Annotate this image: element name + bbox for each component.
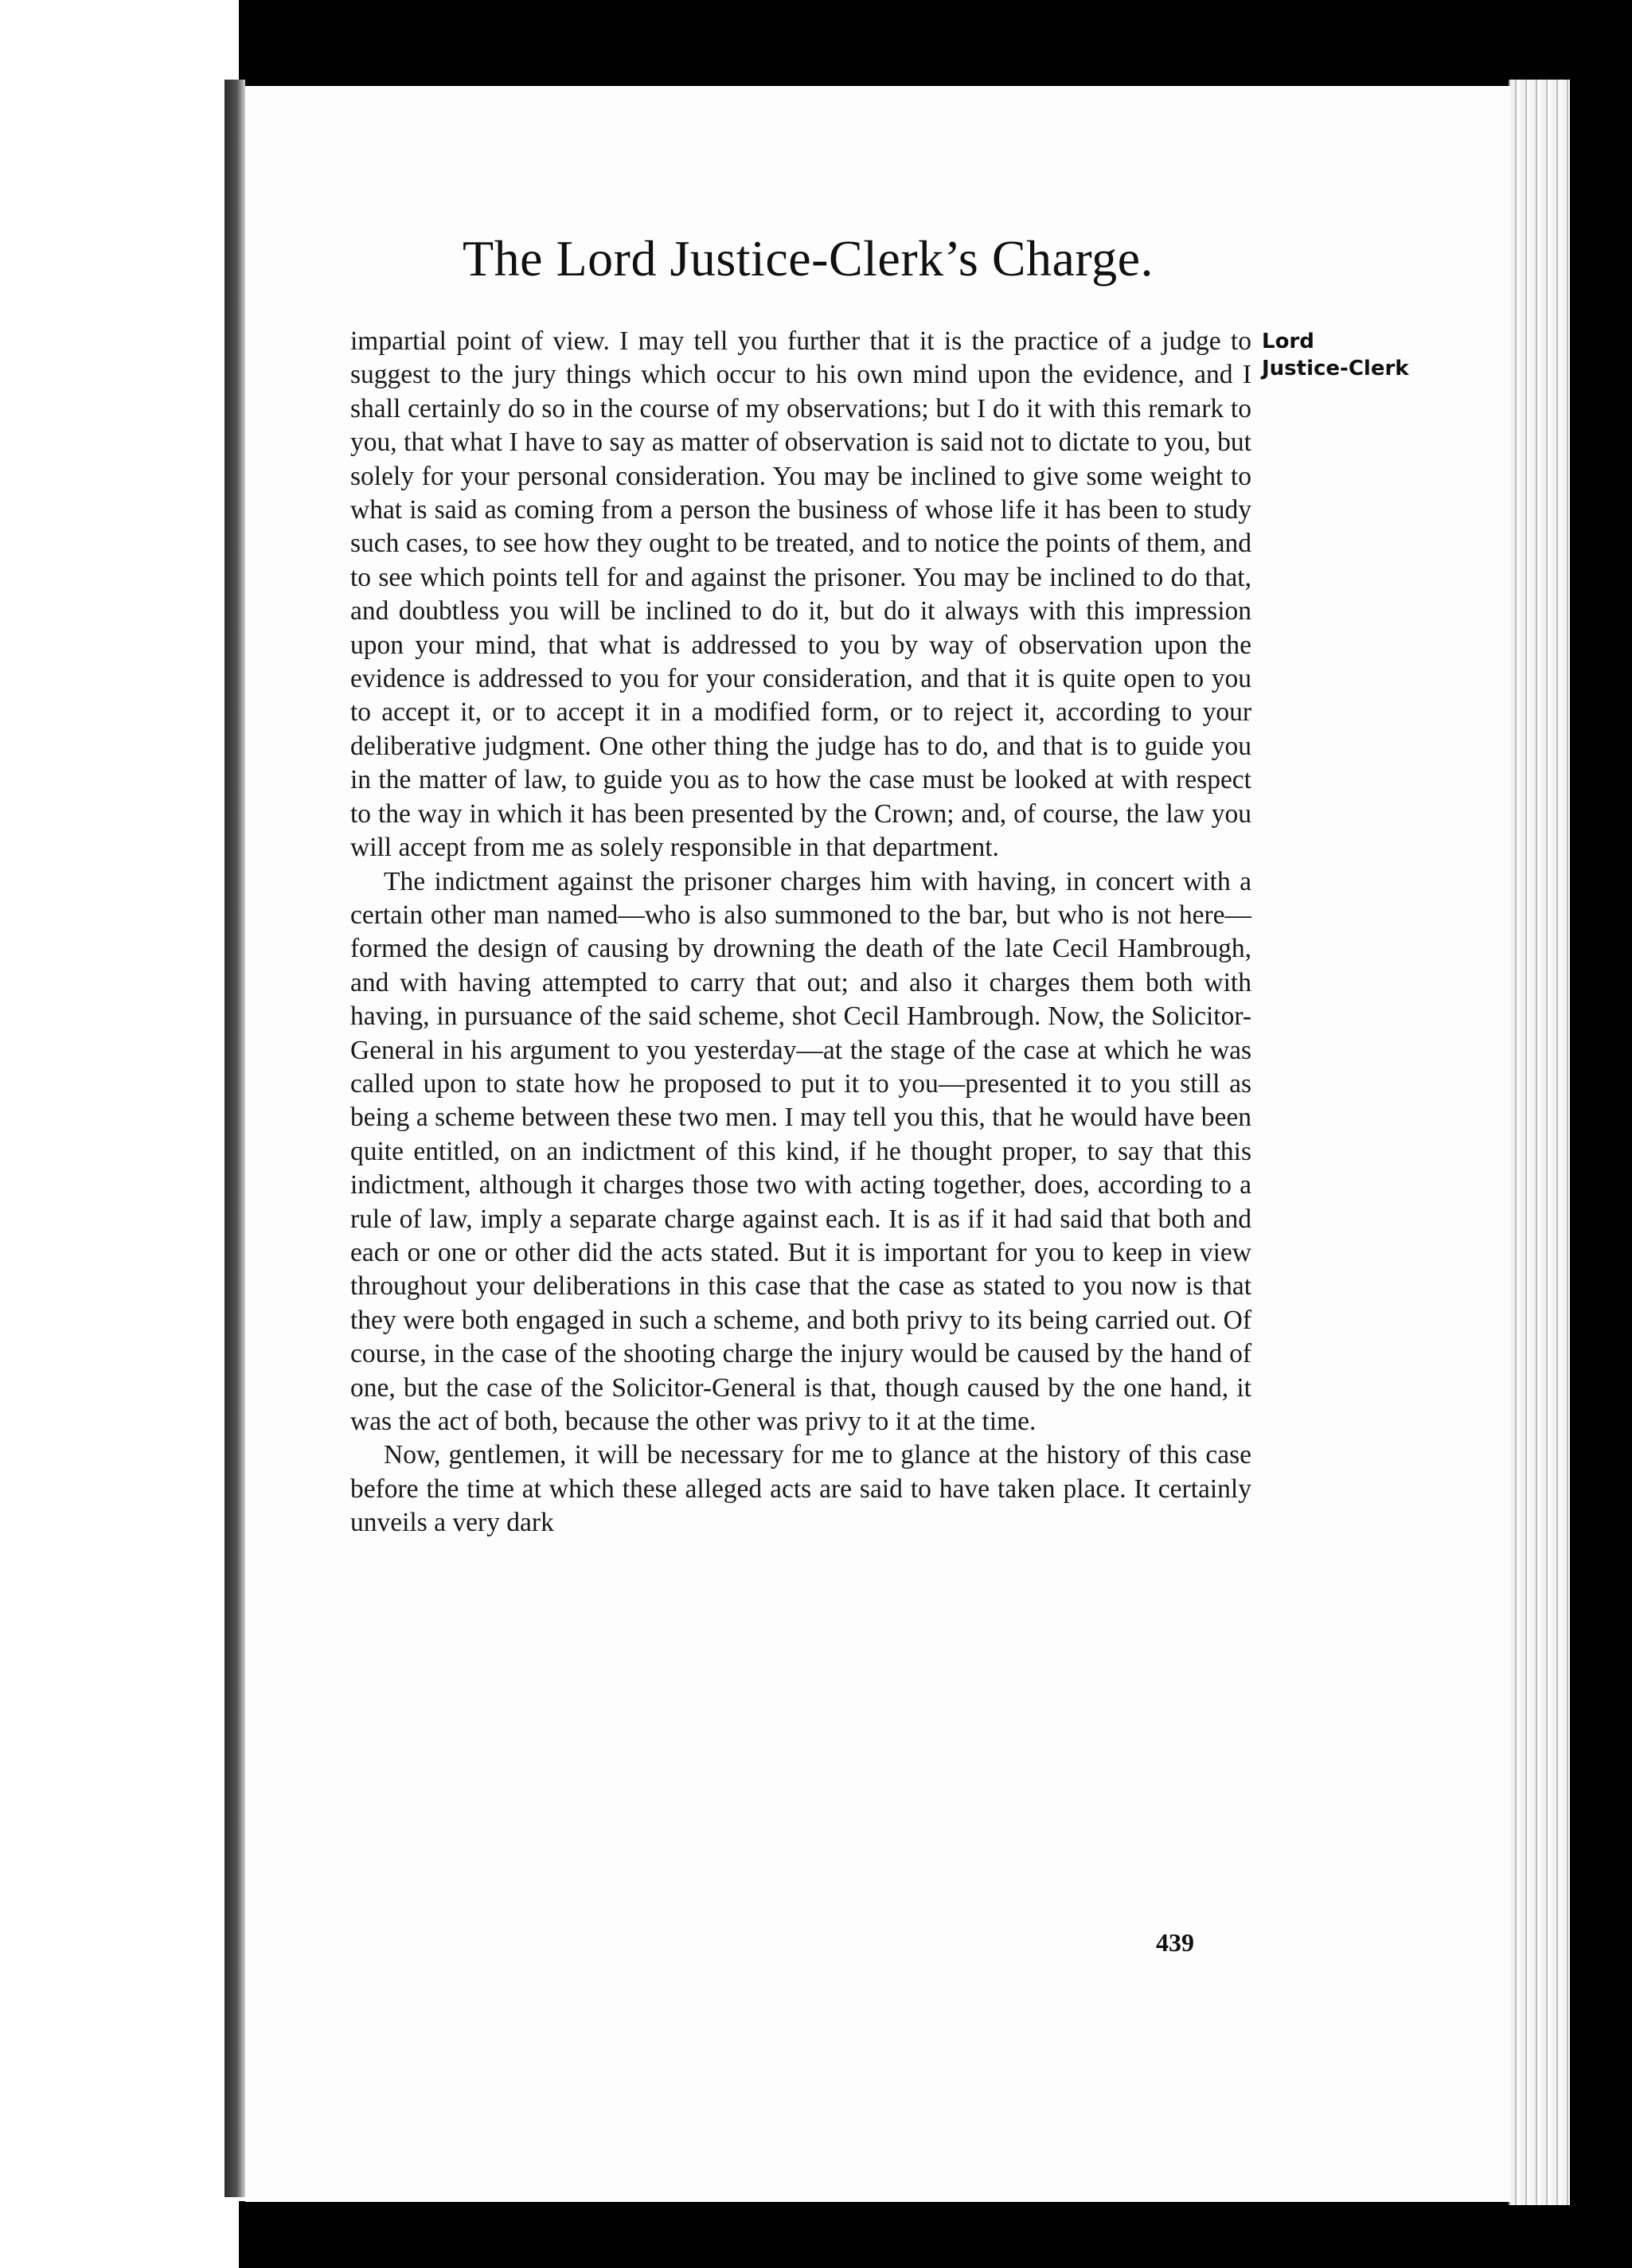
running-head: The Lord Justice-Clerk’s Charge. bbox=[463, 230, 1154, 287]
book-page-edges bbox=[1509, 80, 1570, 2205]
scan-border-bottom bbox=[239, 2201, 1632, 2268]
side-note bbox=[1262, 328, 1409, 382]
page-number: 439 bbox=[1156, 1928, 1194, 1957]
paragraph-3: Now, gentlemen, it will be necessary for me to glance at the history of this case before the time at which these alleged acts are said to have taken place. It certainly unveils a very dark bbox=[350, 1440, 1251, 1538]
paragraph-2: The indictment against the prisoner charges him with having, in concert with a certain other man named—who is also summoned to the bar, but who is not here—formed the design of causing by drowning the death of the late Cecil Hambrough, and with having attempted to carry that out; and also it charges them both with having, in pursuance of the said scheme, shot Cecil Hambrough. Now, the Solicitor-General in his argument to you yesterday—at the stage of the case at which he was called upon to state how he proposed to put it to you—presented it to you still as being a scheme between these two men. I may tell you this, that he would have been quite entitled, on an indictment of this kind, if he thought proper, to say that this indictment, although it charges those two with acting together, does, according to a rule of law, imply a separate charge against each. It is as if it had said that both and each or one or other did the acts stated. But it is important for you to keep in view throughout your deliberations in this case that the case as stated to you now is that they were both engaged in such a scheme, and both privy to its being carried out. Of course, in the case of the shooting charge the injury would be caused by the hand of one, but the case of the Solicitor-General is that, though caused by the one hand, it was the act of both, because the other was privy to it at the time. bbox=[350, 866, 1251, 1436]
body-text bbox=[350, 325, 1251, 1540]
book-gutter bbox=[224, 80, 245, 2197]
scan-border-top bbox=[239, 0, 1632, 88]
side-note-line-2: Justice-Clerk bbox=[1262, 357, 1409, 381]
scan-background-left bbox=[0, 0, 231, 2268]
paragraph-1: impartial point of view. I may tell you further that it is the practice of a judge to suggest to the jury things which occur to his own mind upon the evidence, and I shall certainly do so in the course of my observations; but I do it with this remark to you, that what I have to say as matter of observation is said not to dictate to you, but solely for your personal consideration. You may be inclined to give some weight to what is said as coming from a person the business of whose life it has been to study such cases, to see how they ought to be treated, and to notice the points of them, and to see which points tell for and against the prisoner. You may be inclined to do that, and doubtless you will be inclined to do it, but do it always with this impression upon your mind, that what is addressed to you by way of observation upon the evidence is addressed to you for your consideration, and that it is quite open to you to accept it, or to accept it in a modified form, or to reject it, according to your deliberative judgment. One other thing the judge has to do, and that is to guide you in the matter of law, to guide you as to how the case must be looked at with respect to the way in which it has been presented by the Crown; and, of course, the law you will accept from me as solely responsible in that department. bbox=[350, 326, 1251, 863]
side-note-line-1: Lord bbox=[1262, 330, 1314, 353]
